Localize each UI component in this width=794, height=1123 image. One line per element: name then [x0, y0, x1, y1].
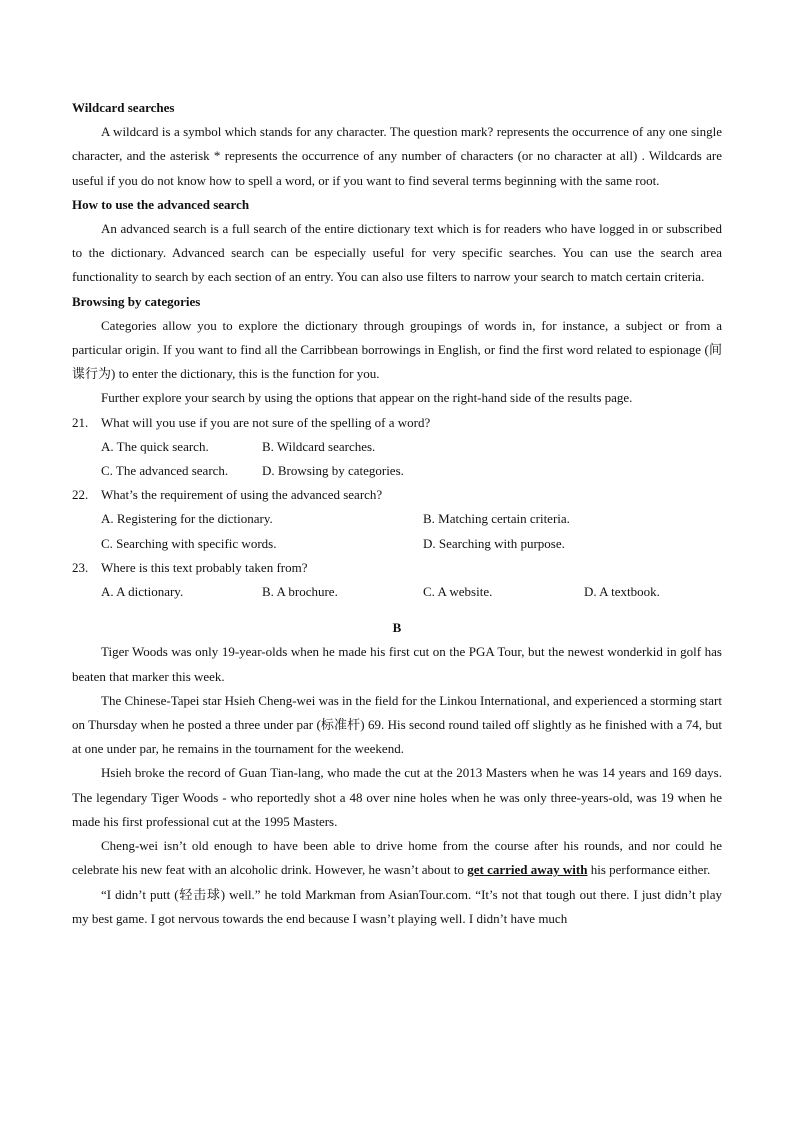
paragraph-wildcard: A wildcard is a symbol which stands for any character. The question mark? represents the occurrence of any one single character, and the asterisk * represents the occurrence of any number of characters (or no character at all) . Wildcards are useful if you do not know how to spell a word, or if you want to find several terms beginning with the same root. [72, 124, 722, 188]
options-row [72, 580, 722, 604]
option-d: D. A textbook. [584, 584, 660, 600]
option-a: A. A dictionary. [101, 584, 184, 600]
option-c: C. Searching with specific words. [101, 535, 277, 551]
option-a: A. Registering for the dictionary. [101, 511, 273, 527]
underlined-phrase: get carried away with [467, 862, 588, 878]
options-row [72, 459, 722, 483]
options-row [72, 435, 722, 459]
question-22 [72, 483, 722, 507]
section-b-label: B [392, 620, 402, 636]
option-d: D. Searching with purpose. [423, 535, 565, 551]
paragraph-b4 [72, 834, 722, 882]
question-text: What’s the requirement of using the advanced search? [101, 487, 383, 503]
paragraph-b5: “I didn’t putt (轻击球) well.” he told Markman from AsianTour.com. “It’s not that tough out there. I just didn’t play my best game. I got nervous towards the end because I wasn’t playing well. I didn’t have much [72, 886, 722, 926]
option-d: D. Browsing by categories. [262, 463, 404, 479]
question-number: 21. [72, 414, 89, 430]
options-row [72, 532, 722, 556]
question-number: 22. [72, 487, 89, 503]
question-23 [72, 556, 722, 580]
paragraph-b4-text-2: his performance either. [590, 862, 711, 878]
option-b: B. Wildcard searches. [262, 438, 376, 454]
heading-wildcard: Wildcard searches [72, 100, 175, 115]
question-21 [72, 411, 722, 435]
paragraph-further: Further explore your search by using the options that appear on the right-hand side of the results page. [101, 390, 633, 406]
paragraph-browsing: Categories allow you to explore the dictionary through groupings of words in, for instance, a subject or from a particular origin. If you want to find all the Carribbean borrowings in English, or find the first word related to espionage (间谍行为) to enter the dictionary, this is the function for you. [72, 317, 722, 382]
option-c: C. A website. [423, 584, 493, 600]
option-a: A. The quick search. [101, 438, 209, 454]
paragraph-b2: The Chinese-Tapei star Hsieh Cheng-wei was in the field for the Linkou International, and experienced a storming start on Thursday when he posted a three under par (标准杆) 69. His second round tailed off slightly as he finished with a 74, but at one under par, he remains in the tournament for the weekend. [72, 692, 722, 757]
option-b: B. Matching certain criteria. [423, 511, 570, 527]
paragraph-b3: Hsieh broke the record of Guan Tian-lang, who made the cut at the 2013 Masters when he was 14 years and 169 days. The legendary Tiger Woods - who reportedly shot a 48 over nine holes when he was only three-years-old, was 19 when he made his first professional cut at the 1995 Masters. [72, 765, 722, 829]
paragraph-advanced-search: An advanced search is a full search of the entire dictionary text which is for readers who have logged in or subscribed to the dictionary. Advanced search can be especially useful for very specific searches. You can use the search area functionality to search by each section of an entry. You can also use filters to narrow your search to match certain criteria. [72, 221, 722, 285]
options-row [72, 507, 722, 531]
heading-advanced-search: How to use the advanced search [72, 196, 250, 212]
question-text: What will you use if you are not sure of the spelling of a word? [101, 414, 431, 430]
question-number: 23. [72, 559, 89, 575]
question-text: Where is this text probably taken from? [101, 559, 308, 575]
exam-page [72, 96, 722, 931]
paragraph-b4-text-1: Cheng-wei isn’t old enough to have been able to drive home from the course after his rounds, and nor could he celebrate his new feat with an alcoholic drink. However, he wasn’t about to [72, 838, 722, 878]
heading-browsing: Browsing by categories [72, 293, 201, 309]
paragraph-b1: Tiger Woods was only 19-year-olds when he made his first cut on the PGA Tour, but the newest wonderkid in golf has beaten that marker this week. [72, 644, 722, 684]
option-b: B. A brochure. [262, 584, 338, 600]
option-c: C. The advanced search. [101, 463, 229, 479]
